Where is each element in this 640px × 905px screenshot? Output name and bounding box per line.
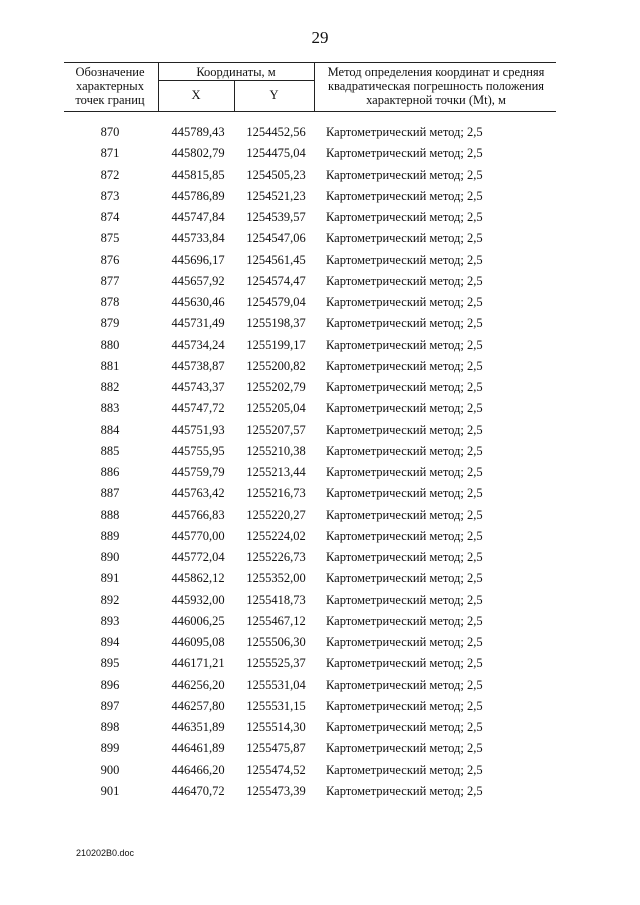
point-number-cell: 870 (100, 125, 120, 139)
point-number-cell: 884 (100, 422, 120, 437)
point-number-cell: 890 (100, 550, 120, 564)
x-coordinate-cell: 446171,21 (171, 656, 225, 671)
column-header-x: X (191, 88, 201, 102)
x-coordinate-cell: 445743,37 (171, 380, 225, 394)
point-number-cell: 888 (100, 507, 120, 522)
x-coordinate-cell: 445786,89 (171, 188, 225, 203)
y-coordinate-cell: 1254579,04 (246, 295, 306, 309)
table-row (64, 632, 564, 653)
y-coordinate-cell: 1255207,57 (246, 422, 306, 437)
point-number-cell: 873 (100, 188, 120, 203)
method-cell: Картометрический метод; 2,5 (326, 358, 483, 373)
method-cell: Картометрический метод; 2,5 (326, 571, 483, 586)
point-number-cell: 893 (100, 613, 120, 628)
table-row (64, 760, 564, 781)
x-coordinate-cell: 446095,08 (171, 635, 225, 649)
point-number-cell: 883 (100, 401, 120, 416)
x-coordinate-cell: 445747,72 (171, 401, 225, 416)
x-coordinate-cell: 446006,25 (171, 613, 225, 628)
x-coordinate-cell: 445815,85 (171, 167, 225, 182)
y-coordinate-cell: 1255531,04 (246, 677, 306, 692)
method-cell: Картометрический метод; 2,5 (326, 422, 483, 437)
x-coordinate-cell: 446257,80 (171, 698, 225, 713)
method-cell: Картометрический метод; 2,5 (326, 762, 483, 777)
x-coordinate-cell: 445747,84 (171, 210, 225, 224)
method-cell: Картометрический метод; 2,5 (326, 125, 483, 139)
table-row (64, 547, 564, 568)
method-cell: Картометрический метод; 2,5 (326, 337, 483, 352)
column-header-coordinates: Координаты, м (196, 65, 276, 79)
table-row (64, 505, 564, 526)
header-divider (314, 62, 315, 112)
point-number-cell: 875 (100, 231, 120, 246)
y-coordinate-cell: 1255473,39 (246, 783, 306, 798)
point-number-cell: 894 (100, 635, 120, 649)
y-coordinate-cell: 1255205,04 (246, 401, 306, 416)
point-number-cell: 876 (100, 252, 120, 267)
x-coordinate-cell: 445751,93 (171, 422, 225, 437)
y-coordinate-cell: 1255210,38 (246, 443, 306, 458)
x-coordinate-cell: 446470,72 (171, 783, 225, 798)
table-row (64, 611, 564, 632)
y-coordinate-cell: 1254521,23 (246, 188, 306, 203)
y-coordinate-cell: 1254547,06 (246, 231, 306, 246)
method-cell: Картометрический метод; 2,5 (326, 167, 483, 182)
table-row (64, 675, 564, 696)
method-cell: Картометрический метод; 2,5 (326, 613, 483, 628)
method-cell: Картометрический метод; 2,5 (326, 401, 483, 416)
method-cell: Картометрический метод; 2,5 (326, 550, 483, 564)
y-coordinate-cell: 1255224,02 (246, 528, 306, 543)
point-number-cell: 882 (100, 380, 120, 394)
page-number: 29 (311, 28, 329, 47)
y-coordinate-cell: 1255202,79 (246, 380, 306, 394)
x-coordinate-cell: 445696,17 (171, 252, 225, 267)
x-coordinate-cell: 445802,79 (171, 146, 225, 161)
point-number-cell: 881 (100, 358, 120, 373)
x-coordinate-cell: 446461,89 (171, 741, 225, 756)
x-coordinate-cell: 445862,12 (171, 571, 225, 586)
method-cell: Картометрический метод; 2,5 (326, 698, 483, 713)
table-row (64, 398, 564, 419)
y-coordinate-cell: 1255199,17 (246, 337, 306, 352)
table-row (64, 377, 564, 398)
point-number-cell: 895 (100, 656, 120, 671)
table-row (64, 717, 564, 738)
method-cell: Картометрический метод; 2,5 (326, 783, 483, 798)
method-cell: Картометрический метод; 2,5 (326, 656, 483, 671)
table-row (64, 420, 564, 441)
x-coordinate-cell: 445734,24 (171, 337, 225, 352)
y-coordinate-cell: 1254561,45 (246, 252, 306, 267)
point-number-cell: 896 (100, 677, 120, 692)
table-row (64, 781, 564, 802)
table-row (64, 207, 564, 228)
point-number-cell: 872 (100, 167, 120, 182)
table-row (64, 292, 564, 313)
method-cell: Картометрический метод; 2,5 (326, 146, 483, 161)
point-number-cell: 877 (100, 273, 120, 288)
table-row (64, 122, 564, 143)
y-coordinate-cell: 1255506,30 (246, 635, 306, 649)
y-coordinate-cell: 1254452,56 (246, 125, 306, 139)
method-cell: Картометрический метод; 2,5 (326, 443, 483, 458)
header-coord-rule (158, 80, 314, 81)
y-coordinate-cell: 1254475,04 (246, 146, 306, 161)
table-row (64, 228, 564, 249)
point-number-cell: 885 (100, 443, 120, 458)
point-number-cell: 880 (100, 337, 120, 352)
x-coordinate-cell: 445932,00 (171, 592, 225, 607)
y-coordinate-cell: 1254574,47 (246, 273, 306, 288)
x-coordinate-cell: 445738,87 (171, 358, 225, 373)
point-number-cell: 887 (100, 486, 120, 501)
table-row (64, 526, 564, 547)
point-number-cell: 891 (100, 571, 120, 586)
point-number-cell: 871 (100, 146, 120, 161)
x-coordinate-cell: 446466,20 (171, 762, 225, 777)
x-coordinate-cell: 445755,95 (171, 443, 225, 458)
y-coordinate-cell: 1255226,73 (246, 550, 306, 564)
method-cell: Картометрический метод; 2,5 (326, 273, 483, 288)
x-coordinate-cell: 445770,00 (171, 528, 225, 543)
method-cell: Картометрический метод; 2,5 (326, 677, 483, 692)
header-top-rule (64, 62, 556, 63)
method-cell: Картометрический метод; 2,5 (326, 465, 483, 479)
method-cell: Картометрический метод; 2,5 (326, 741, 483, 756)
y-coordinate-cell: 1255213,44 (246, 465, 306, 479)
x-coordinate-cell: 445789,43 (171, 125, 225, 139)
y-coordinate-cell: 1254539,57 (246, 210, 306, 224)
table-row (64, 696, 564, 717)
x-coordinate-cell: 446351,89 (171, 720, 225, 734)
method-cell: Картометрический метод; 2,5 (326, 507, 483, 522)
point-number-cell: 900 (100, 762, 120, 777)
table-row (64, 335, 564, 356)
method-cell: Картометрический метод; 2,5 (326, 210, 483, 224)
y-coordinate-cell: 1255418,73 (246, 592, 306, 607)
column-header-y: Y (269, 88, 279, 102)
table-row (64, 143, 564, 164)
point-number-cell: 878 (100, 295, 120, 309)
table-row (64, 568, 564, 589)
y-coordinate-cell: 1255514,30 (246, 720, 306, 734)
table-row (64, 441, 564, 462)
table-row (64, 738, 564, 759)
method-cell: Картометрический метод; 2,5 (326, 295, 483, 309)
x-coordinate-cell: 445733,84 (171, 231, 225, 246)
table-body (64, 122, 564, 802)
column-header-designation: Обозначение характерных точек границ (75, 65, 145, 107)
x-coordinate-cell: 445763,42 (171, 486, 225, 501)
table-row (64, 590, 564, 611)
table-row (64, 186, 564, 207)
method-cell: Картометрический метод; 2,5 (326, 486, 483, 501)
file-name-footer: 210202B0.doc (76, 848, 135, 858)
point-number-cell: 879 (100, 316, 120, 331)
method-cell: Картометрический метод; 2,5 (326, 528, 483, 543)
method-cell: Картометрический метод; 2,5 (326, 635, 483, 649)
y-coordinate-cell: 1255216,73 (246, 486, 306, 501)
y-coordinate-cell: 1255198,37 (246, 316, 306, 331)
y-coordinate-cell: 1255475,87 (246, 741, 306, 756)
y-coordinate-cell: 1255220,27 (246, 507, 306, 522)
header-bottom-rule (64, 111, 556, 112)
point-number-cell: 898 (100, 720, 120, 734)
method-cell: Картометрический метод; 2,5 (326, 316, 483, 331)
x-coordinate-cell: 445731,49 (171, 316, 225, 331)
point-number-cell: 886 (100, 465, 120, 479)
x-coordinate-cell: 445630,46 (171, 295, 225, 309)
table-row (64, 165, 564, 186)
x-coordinate-cell: 446256,20 (171, 677, 225, 692)
x-coordinate-cell: 445772,04 (171, 550, 225, 564)
column-header-method: Метод определения координат и средняя квадратическая погрешность положения характерной точки (Mt), м (327, 65, 545, 107)
y-coordinate-cell: 1254505,23 (246, 167, 306, 182)
table-row (64, 271, 564, 292)
point-number-cell: 901 (100, 783, 120, 798)
point-number-cell: 874 (100, 210, 120, 224)
point-number-cell: 899 (100, 741, 120, 756)
y-coordinate-cell: 1255525,37 (246, 656, 306, 671)
point-number-cell: 897 (100, 698, 120, 713)
table-row (64, 483, 564, 504)
point-number-cell: 889 (100, 528, 120, 543)
table-row (64, 313, 564, 334)
y-coordinate-cell: 1255352,00 (246, 571, 306, 586)
table-row (64, 462, 564, 483)
table-row (64, 356, 564, 377)
x-coordinate-cell: 445766,83 (171, 507, 225, 522)
method-cell: Картометрический метод; 2,5 (326, 188, 483, 203)
y-coordinate-cell: 1255531,15 (246, 698, 306, 713)
table-header (64, 62, 556, 112)
y-coordinate-cell: 1255467,12 (246, 613, 306, 628)
x-coordinate-cell: 445759,79 (171, 465, 225, 479)
table-row (64, 250, 564, 271)
y-coordinate-cell: 1255200,82 (246, 358, 306, 373)
method-cell: Картометрический метод; 2,5 (326, 252, 483, 267)
point-number-cell: 892 (100, 592, 120, 607)
y-coordinate-cell: 1255474,52 (246, 762, 306, 777)
table-row (64, 653, 564, 674)
method-cell: Картометрический метод; 2,5 (326, 720, 483, 734)
method-cell: Картометрический метод; 2,5 (326, 592, 483, 607)
method-cell: Картометрический метод; 2,5 (326, 380, 483, 394)
x-coordinate-cell: 445657,92 (171, 273, 225, 288)
method-cell: Картометрический метод; 2,5 (326, 231, 483, 246)
